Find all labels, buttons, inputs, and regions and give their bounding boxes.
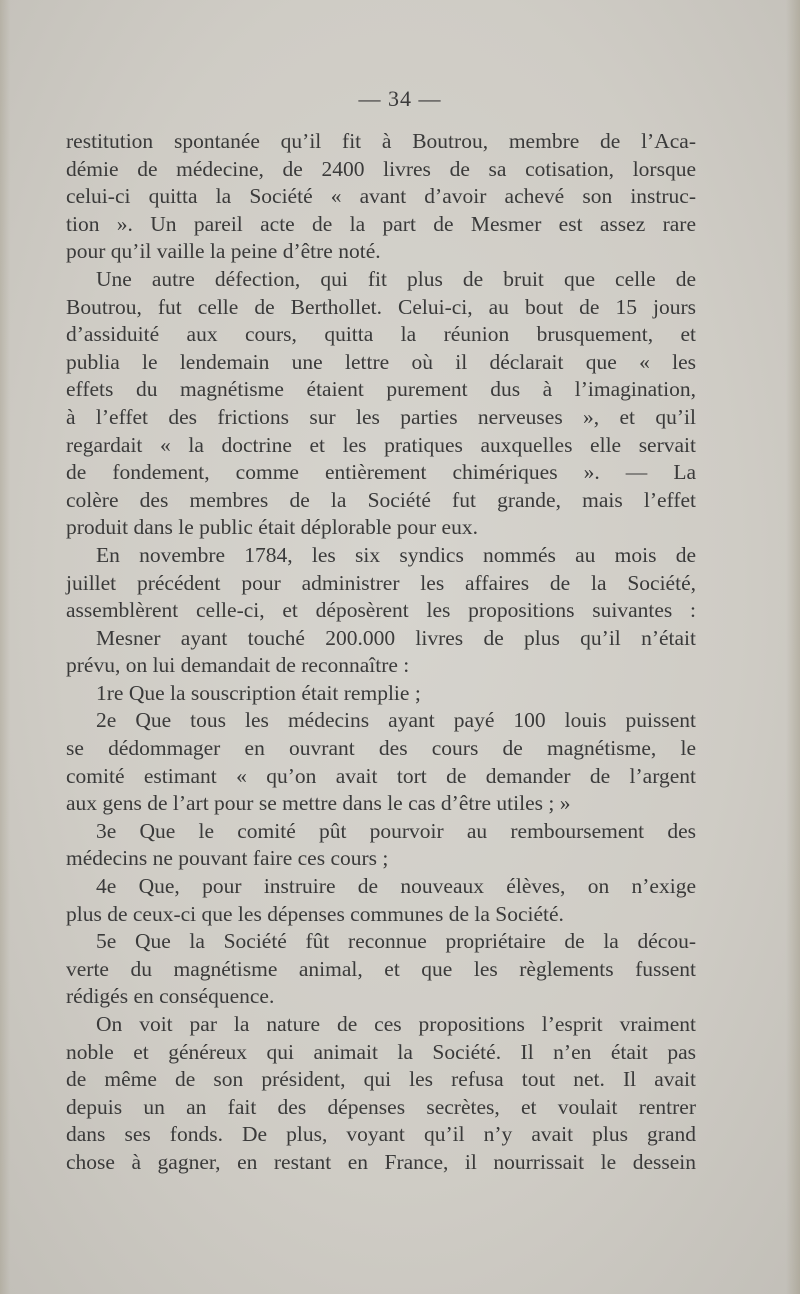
page-left-edge-shadow [0, 0, 10, 1294]
text-line: effets du magnétisme étaient purement dus à l’imagination, [66, 377, 696, 402]
text-line: publia le lendemain une lettre où il déclarait que « les [66, 349, 696, 374]
text-line: de même de son président, qui les refusa tout net. Il avait [66, 1067, 696, 1092]
text-line: à l’effet des frictions sur les parties nerveuses », et qu’il [66, 404, 696, 429]
text-line: colère des membres de la Société fut grande, mais l’effet [66, 487, 696, 512]
text-line: 2e Que tous les médecins ayant payé 100 louis puissent [96, 708, 696, 733]
body-text [66, 128, 696, 1177]
text-line: se dédommager en ouvrant des cours de magnétisme, le [66, 736, 696, 761]
text-line: juillet précédent pour administrer les affaires de la Société, [66, 570, 696, 595]
text-line: restitution spontanée qu’il fit à Boutrou, membre de l’Aca- [66, 129, 696, 153]
text-line: celui-ci quitta la Société « avant d’avoir achevé son instruc- [66, 184, 696, 209]
text-line: regardait « la doctrine et les pratiques auxquelles elle servait [66, 432, 696, 457]
text-line: On voit par la nature de ces propositions l’esprit vraiment [96, 1012, 696, 1036]
text-line: de fondement, comme entièrement chimériques ». — La [66, 460, 696, 485]
text-line: Mesner ayant touché 200.000 livres de plus qu’il n’était [96, 625, 696, 650]
page-right-edge-shadow [786, 0, 800, 1294]
text-line: dans ses fonds. De plus, voyant qu’il n’y avait plus grand [66, 1122, 696, 1147]
text-line: chose à gagner, en restant en France, il nourrissait le dessein [66, 1149, 696, 1174]
text-line: 4e Que, pour instruire de nouveaux élèves, on n’exige [96, 874, 696, 899]
text-line: démie de médecine, de 2400 livres de sa cotisation, lorsque [66, 156, 696, 181]
text-line: assemblèrent celle-ci, et déposèrent les propositions suivantes : [66, 598, 696, 623]
text-line: 5e Que la Société fût reconnue propriétaire de la décou- [96, 929, 696, 954]
text-line: pour qu’il vaille la peine d’être noté. [66, 239, 381, 264]
text-line: prévu, on lui demandait de reconnaître : [66, 653, 410, 678]
text-line: aux gens de l’art pour se mettre dans le cas d’être utiles ; » [66, 791, 571, 816]
text-line: verte du magnétisme animal, et que les règlements fussent [66, 956, 696, 981]
text-line: produit dans le public était déplorable pour eux. [66, 515, 478, 540]
text-line: médecins ne pouvant faire ces cours ; [66, 846, 389, 871]
text-line: En novembre 1784, les six syndics nommés au mois de [96, 542, 696, 567]
text-line: Boutrou, fut celle de Berthollet. Celui-ci, au bout de 15 jours [66, 294, 696, 319]
text-line: Une autre défection, qui fit plus de bruit que celle de [96, 266, 696, 291]
text-line: 1re Que la souscription était remplie ; [96, 680, 421, 705]
text-line: noble et généreux qui animait la Société. Il n’en était pas [66, 1039, 696, 1064]
text-line: plus de ceux-ci que les dépenses communes de la Société. [66, 901, 564, 926]
text-line: d’assiduité aux cours, quitta la réunion brusquement, et [66, 322, 696, 347]
text-line: rédigés en conséquence. [66, 984, 275, 1009]
text-line: depuis un an fait des dépenses secrètes, et voulait rentrer [66, 1094, 696, 1119]
text-line: 3e Que le comité pût pourvoir au remboursement des [96, 818, 696, 843]
text-line: comité estimant « qu’on avait tort de demander de l’argent [66, 763, 696, 788]
page-number: — 34 — [358, 86, 442, 111]
text-line: tion ». Un pareil acte de la part de Mesmer est assez rare [66, 211, 696, 236]
